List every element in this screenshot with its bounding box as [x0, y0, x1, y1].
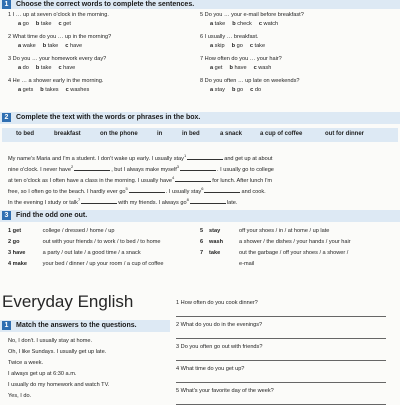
paragraph-line [8, 174, 272, 185]
item-number: 7 [200, 56, 205, 62]
option-letter: c [249, 43, 255, 49]
blank-number: 5 [125, 186, 128, 191]
answer-blank [180, 166, 216, 171]
item-number: 3 [8, 250, 13, 256]
odd-one-out-item [200, 261, 254, 268]
question-stem: What time do you … up in the morning? [12, 34, 112, 40]
option-word: have [63, 65, 76, 71]
text-segment: with my friends. I always go [118, 199, 187, 206]
question-stem: Do you often … up late on weekends? [204, 78, 300, 84]
option-word: take [47, 43, 59, 49]
option-letter: c [58, 21, 64, 27]
answer-option [18, 21, 29, 27]
answer-blank [74, 166, 110, 171]
option-word: stay [214, 87, 225, 93]
key-word: get [12, 228, 22, 234]
item-number: 7 [200, 250, 204, 256]
key-word: wash [209, 239, 223, 245]
key-word: stay [209, 228, 221, 234]
option-letter: a [210, 43, 215, 49]
ex1-number-badge: 1 [2, 0, 11, 9]
answer-options [18, 43, 89, 50]
item-number: 6 [200, 239, 204, 245]
text-segment: at ten o'clock as I often have a class in the morning. I usually have [8, 177, 172, 184]
item-number: 3 [176, 344, 181, 350]
question-text: What do you do in the evenings? [180, 322, 263, 328]
answer-option [210, 65, 222, 71]
answer-line: Oh, I like Sundays. I usually get up late. [8, 349, 107, 355]
question-stem: I usually … breakfast. [204, 34, 259, 40]
text-segment: free, so I often go to the beach. I hardly ever go [8, 188, 126, 195]
blank-number: 1 [183, 153, 187, 158]
word-box-item: out for dinner [325, 131, 364, 137]
word-box-item: in bed [182, 131, 200, 137]
option-letter: c [253, 65, 259, 71]
item-number: 5 [200, 228, 204, 234]
answer-option [36, 65, 52, 71]
question-text: How often do you cook dinner? [180, 300, 258, 306]
option-letter: c [65, 43, 70, 49]
question-stem: How often do you … your hair? [204, 56, 282, 62]
text-segment: late. [226, 199, 238, 206]
question-text [8, 56, 106, 63]
item-number: 2 [176, 322, 181, 328]
option-word: do [22, 65, 29, 71]
question-stem: He … a shower early in the morning. [12, 78, 104, 84]
answer-write-line [176, 316, 386, 317]
answer-option [40, 87, 58, 93]
option-word: gets [22, 87, 34, 93]
odd-one-out-item [8, 250, 141, 257]
text-segment: In the evening I study or talk [8, 199, 78, 206]
question-text [200, 56, 282, 63]
ee-ex1-heading: Match the answers to the questions. [16, 322, 137, 329]
item-number: 1 [176, 300, 181, 306]
word-options: off your shoes / in / at home / up late [239, 228, 330, 234]
option-letter: a [210, 21, 215, 27]
option-letter: b [42, 43, 48, 49]
answer-blank [175, 177, 211, 182]
item-number: 4 [8, 78, 13, 84]
option-letter: a [210, 65, 215, 71]
ex3-number-badge: 3 [2, 211, 11, 220]
answer-option [210, 21, 225, 27]
word-options: out with your friends / to work / to bed / to home [42, 239, 161, 245]
answer-line: Twice a week. [8, 360, 44, 366]
option-letter: b [35, 21, 41, 27]
ex2-number-badge: 2 [2, 113, 11, 122]
text-segment: nine o'clock. I never have [8, 166, 71, 173]
option-word: go [236, 43, 243, 49]
key-word: make [12, 261, 27, 267]
answer-options [18, 87, 96, 94]
option-word: take [214, 21, 226, 27]
option-letter: b [231, 43, 237, 49]
text-segment: , but I always make myself [111, 166, 177, 173]
word-options: e-mail [239, 261, 255, 267]
option-word: get [63, 21, 71, 27]
odd-one-out-item [200, 239, 351, 246]
option-letter: b [232, 21, 238, 27]
word-box-item: a snack [220, 131, 243, 137]
option-word: watch [263, 21, 279, 27]
answer-option [18, 65, 29, 71]
answer-options [18, 21, 78, 28]
ee-ex1-number-badge: 1 [2, 321, 11, 330]
question-text: Do you often go out with friends? [180, 344, 263, 350]
word-box-item: to bed [16, 131, 34, 137]
option-word: washes [70, 87, 90, 93]
question-text: What time do you get up? [180, 366, 245, 372]
odd-one-out-item [8, 239, 161, 246]
answer-option [210, 43, 225, 49]
option-letter: b [40, 87, 46, 93]
answer-option [58, 21, 70, 27]
answer-option [232, 87, 243, 93]
key-word: take [209, 250, 221, 256]
question-text [8, 12, 109, 19]
blank-number: 4 [172, 175, 175, 180]
item-number: 6 [200, 34, 205, 40]
item-number: 5 [176, 388, 181, 394]
question-text [200, 12, 304, 19]
question-item [176, 366, 244, 373]
answer-line: I usually do my homework and watch TV. [8, 382, 110, 388]
answer-blank [81, 199, 117, 204]
question-item [176, 300, 258, 307]
ex2-heading: Complete the text with the words or phrases in the box. [16, 114, 201, 121]
blank-number: 6 [201, 186, 204, 191]
option-word: wake [22, 43, 36, 49]
item-number: 4 [8, 261, 13, 267]
word-box-item: on the phone [100, 131, 138, 137]
question-text: What's your favorite day of the week? [180, 388, 274, 394]
word-options: your bed / dinner / up your room / a cup of coffee [42, 261, 164, 267]
answer-write-line [176, 382, 386, 383]
answer-option [36, 21, 52, 27]
word-box-item: breakfast [54, 131, 81, 137]
key-word: have [12, 250, 26, 256]
option-letter: a [18, 65, 23, 71]
ex1-heading: Choose the correct words to complete the sentences. [16, 1, 195, 8]
answer-option [254, 65, 272, 71]
paragraph-line [8, 152, 272, 163]
answer-line: I always get up at 6:30 a.m. [8, 371, 77, 377]
option-word: takes [45, 87, 59, 93]
answer-option [58, 65, 75, 71]
option-word: go [236, 87, 244, 93]
answer-blank [204, 188, 240, 193]
item-number: 2 [8, 34, 13, 40]
blank-number: 2 [70, 164, 74, 169]
option-letter: a [210, 87, 215, 93]
option-letter: b [35, 65, 41, 71]
question-item [176, 388, 274, 395]
everyday-english-title: Everyday English [2, 292, 134, 311]
answer-blank [187, 155, 223, 160]
paragraph-line [8, 163, 274, 174]
option-word: take [40, 21, 52, 27]
text-segment: . I usually stay [165, 188, 202, 195]
answer-option [259, 21, 278, 27]
answer-option [18, 87, 33, 93]
item-number: 4 [176, 366, 181, 372]
answer-blank [129, 188, 165, 193]
answer-write-line [176, 338, 386, 339]
answer-options [210, 87, 268, 94]
text-segment: for lunch. After lunch I'm [212, 177, 273, 184]
option-letter: a [18, 43, 23, 49]
answer-options [210, 65, 278, 72]
word-options: college / dressed / home / up [42, 228, 115, 234]
blank-number: 8 [186, 197, 189, 202]
question-text [200, 34, 258, 41]
option-letter: c [258, 21, 264, 27]
odd-one-out-item [8, 261, 164, 268]
text-segment: and get up at about [224, 155, 273, 162]
answer-options [210, 43, 272, 50]
answer-option [65, 43, 82, 49]
item-number: 1 [8, 12, 13, 18]
word-box [2, 128, 398, 142]
option-word: have [234, 65, 247, 71]
option-word: wash [258, 65, 272, 71]
option-word: go [22, 21, 29, 27]
option-letter: a [18, 87, 23, 93]
question-text [8, 34, 111, 41]
item-number: 5 [200, 12, 205, 18]
question-item [176, 322, 262, 329]
item-number: 8 [200, 78, 205, 84]
answer-option [229, 65, 246, 71]
word-box-item: a cup of coffee [260, 131, 303, 137]
option-word: do [254, 87, 262, 93]
answer-option [250, 43, 265, 49]
odd-one-out-item [8, 228, 115, 235]
answer-line: Yes, I do. [8, 393, 32, 399]
odd-one-out-item [200, 250, 348, 257]
ex3-heading: Find the odd one out. [16, 212, 88, 219]
answer-option [232, 21, 252, 27]
option-letter: c [65, 87, 71, 93]
answer-write-line [176, 360, 386, 361]
option-letter: b [229, 65, 235, 71]
paragraph-line [8, 196, 237, 207]
answer-blank [190, 199, 226, 204]
option-letter: b [231, 87, 237, 93]
answer-option [232, 43, 243, 49]
key-word: go [12, 239, 20, 245]
word-options: a party / out late / a good time / a snack [42, 250, 141, 256]
text-segment: My name's Maria and I'm a student. I don't wake up early. I usually stay [8, 155, 184, 162]
answer-options [18, 65, 82, 72]
blank-number: 3 [176, 164, 180, 169]
option-word: skip [214, 43, 225, 49]
word-options: a shower / the dishes / your hands / your hair [239, 239, 351, 245]
word-options: out the garbage / off your shoes / a shower / [239, 250, 349, 256]
question-stem: Do you … your homework every day? [12, 56, 107, 62]
question-stem: Do you … your e-mail before breakfast? [204, 12, 304, 18]
item-number: 1 [8, 228, 13, 234]
answer-option [66, 87, 90, 93]
option-letter: a [18, 21, 23, 27]
text-segment: and cook. [241, 188, 266, 195]
question-text [8, 78, 103, 85]
option-word: get [214, 65, 223, 71]
answer-option [18, 43, 36, 49]
question-text [200, 78, 300, 85]
answer-option [210, 87, 225, 93]
option-word: take [40, 65, 52, 71]
answer-option [43, 43, 59, 49]
answer-options [210, 21, 285, 28]
word-box-item: in [157, 131, 163, 137]
option-word: take [254, 43, 266, 49]
option-word: have [69, 43, 83, 49]
paragraph-line [8, 185, 266, 196]
text-segment: . I usually go to college [217, 166, 274, 173]
option-letter: c [250, 87, 255, 93]
odd-one-out-item [200, 228, 329, 235]
blank-number: 7 [77, 197, 81, 202]
answer-line: No, I don't. I usually stay at home. [8, 338, 93, 344]
item-number: 3 [8, 56, 13, 62]
option-letter: c [58, 65, 64, 71]
option-word: check [237, 21, 252, 27]
item-number: 2 [8, 239, 13, 245]
question-item [176, 344, 262, 351]
question-stem: I … up at seven o'clock in the morning. [12, 12, 109, 18]
answer-option [250, 87, 261, 93]
